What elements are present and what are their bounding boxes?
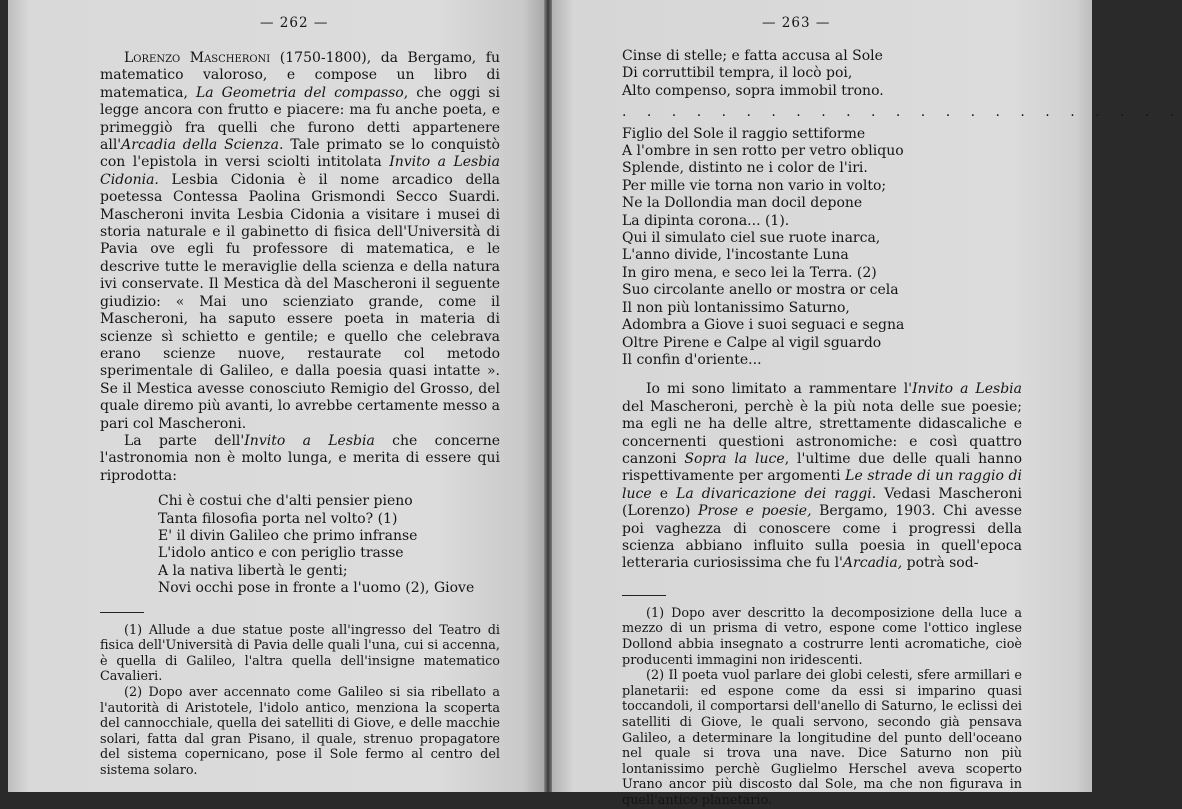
poem-title: Sopra la luce [684, 450, 785, 467]
right-page-body [622, 48, 1182, 809]
verse-line: Ne la Dollondia man docil depone [622, 195, 863, 212]
book-gutter [544, 0, 552, 792]
text-run: , l'ultime due delle quali hanno rispettivamente per argomenti [622, 450, 1022, 485]
book-title: La Geometria del compasso [195, 84, 404, 101]
italic-term: Arcadia, [842, 555, 903, 572]
verse-line: Di corruttibil tempra, il locò poi, [622, 65, 853, 82]
verse-line: In giro mena, e seco lei la Terra. (2) [622, 264, 877, 281]
paragraph [100, 50, 500, 433]
footnote: (2) Il poeta vuol parlare dei globi celesti, sfere armillari e planetarii: ed espone come da essi si imparino quasi toccandoli, il comportarsi dell'anello di Saturno, le eclissi dei satelliti di Giove, le quali servono, secondo già pensava Galileo, a determinare la longitudine del punto dell'oceano nel quale si trova una nave. Dice Saturno non più lontanissimo perchè Guglielmo Herschel aveva scoperto Urano ancor più discosto dal Sole, ma che non figurava in quell'antico planetario. [622, 668, 1022, 808]
text-run: , che oggi si legge ancora con frutto e piacere: ma fu anche poeta, e primeggiò fra quelli che furono detti appartenere all' [100, 84, 500, 154]
verse-block [622, 48, 1182, 369]
poem-title: Le strade di un raggio di luce [622, 468, 1022, 502]
text-run: e [651, 485, 677, 502]
page-number: — 262 — [260, 15, 329, 31]
verse-line: Novi occhi pose in fronte a l'uomo (2), Giove [158, 580, 475, 597]
italic-term: Arcadia della Scienza [121, 137, 280, 154]
verse-line: Figlio del Sole il raggio settiforme [622, 125, 866, 142]
left-page [8, 0, 544, 792]
paragraph [100, 433, 500, 485]
footnote: (1) Dopo aver descritto la decomposizione della luce a mezzo di un prisma di vetro, espone come l'ottico inglese Dollond abbia insegnato a costrurre lenti acromatiche, cioè producenti immagini non iridescenti. [622, 605, 1022, 668]
text-run: del Mascheroni, perchè è la più nota delle sue poesie; ma egli ne ha delle altre, strettamente didascaliche e concernenti questioni astronomiche: e così quattro canzoni [622, 398, 1022, 467]
verse-line: Per mille vie torna non vario in volto; [622, 177, 887, 194]
footnote-rule [622, 595, 666, 596]
footnote: (1) Allude a due statue poste all'ingresso del Teatro di fisica dell'Università di Pavia delle quali l'una, cui si accenna, è quella di Galileo, l'altra quella dell'insigne matematico Cavalieri. [100, 622, 500, 685]
verse-line: La dipinta corona... (1). [622, 212, 790, 229]
verse-line: A la nativa libertà le genti; [158, 562, 348, 579]
verse-line: Il non più lontanissimo Saturno, [622, 299, 850, 316]
text-run: (1750-1800), da Bergamo, fu matematico valoroso, e compose un libro di matematica, [100, 50, 500, 101]
paragraph [622, 381, 1022, 572]
verse-line: Oltre Pirene e Calpe al vigil sguardo [622, 334, 882, 351]
text-run: Lesbia Cidonia è il nome arcadico della poetessa Contessa Paolina Grismondi Secco Suardi. Mascheroni invita Lesbia Cidonia a visitare i musei di storia naturale e il gabinetto di fisica dell'Università di Pavia ove egli fu professore di matematica, e le descrive tutte le meraviglie della scienza e della natura ivi conservate. Il Mestica dà del Mascheroni il seguente giudizio: « Mai uno scienziato grande, come il Mascheroni, ha saputo essere poeta in materia di scienze sì schietto e gentile; e quello che celebrava erano scienze nuove, restaurate col metodo sperimentale di Galileo, e dalla poesia quasi intatte ». Se il Mestica avesse conosciuto Remigio del Grosso, del quale diremo più avanti, lo avrebbe certamente messo a pari col Mascheroni. [100, 171, 500, 432]
verse-line: Tanta filosofia porta nel volto? (1) [158, 510, 398, 527]
left-page-body [100, 50, 500, 779]
text-run: Io mi sono limitato a rammentare l' [646, 381, 913, 398]
verse-line: A l'ombre in sen rotto per vetro obliquo [622, 143, 904, 160]
poem-title: La divaricazione dei raggi. [676, 485, 877, 502]
spacer [622, 369, 1022, 381]
verse-line: L'anno divide, l'incostante Luna [622, 247, 849, 264]
text-run: che concerne l'astronomia non è molto lunga, e merita di essere qui riprodotta: [100, 432, 501, 484]
verse-line: Splende, distinto ne i color de l'iri. [622, 160, 868, 177]
verse-line: E' il divin Galileo che primo infranse [158, 527, 418, 544]
verse-line: Cinse di stelle; e fatta accusa al Sole [622, 48, 883, 64]
page-number: — 263 — [762, 15, 831, 31]
footnote: (2) Dopo aver accennato come Galileo si sia ribellato a l'autorità di Aristotele, l'idolo antico, menziona la scoperta del cannocchiale, quella dei satelliti di Giove, e delle macchie solari, fatta dal gran Pisano, il quale, strenuo propagatore del sistema copernicano, pose il Sole fermo al centro del sistema solaro. [100, 684, 500, 778]
verse-line: Alto compenso, sopra immobil trono. [622, 82, 884, 99]
author-name: Lorenzo Mascheroni [124, 50, 271, 66]
text-run: potrà sod- [902, 555, 979, 572]
poem-title: Invito a Lesbia Cidonia. [100, 154, 500, 188]
verse-line: Adombra a Giove i suoi seguaci e segna [622, 317, 905, 334]
book-title: Prose e poesie, [698, 503, 812, 520]
right-page [552, 0, 1182, 808]
text-run: Bergamo, 1903. Chi avesse poi vaghezza di conoscere come i progressi della scienza abbiano influito sulla poesia in quell'epoca letteraria curiosissima che fu l' [622, 503, 1022, 572]
footnotes [622, 606, 1022, 809]
poem-title: Invito a Lesbia [912, 381, 1022, 398]
verse-line: Suo circolante anello or mostra or cela [622, 282, 899, 299]
verse-block [158, 493, 500, 597]
verse-line: Il confin d'oriente... [622, 351, 762, 368]
text-run: La parte dell' [124, 432, 245, 449]
footnotes [100, 623, 500, 779]
poem-title: Invito a Lesbia [244, 432, 375, 449]
footnote-rule [100, 612, 144, 613]
ellipsis-dots: . . . . . . . . . . . . . . . . . . . . . . . [622, 104, 1182, 121]
verse-line: Chi è costui che d'alti pensier pieno [158, 493, 413, 510]
verse-line: L'idolo antico e con periglio trasse [158, 545, 404, 562]
verse-line: Qui il simulato ciel sue ruote inarca, [622, 230, 881, 247]
text-run: Vedasi Mascheroni (Lorenzo) [622, 485, 1023, 520]
text-run: . Tale primato se lo conquistò con l'epistola in versi sciolti intitolata [100, 137, 500, 171]
